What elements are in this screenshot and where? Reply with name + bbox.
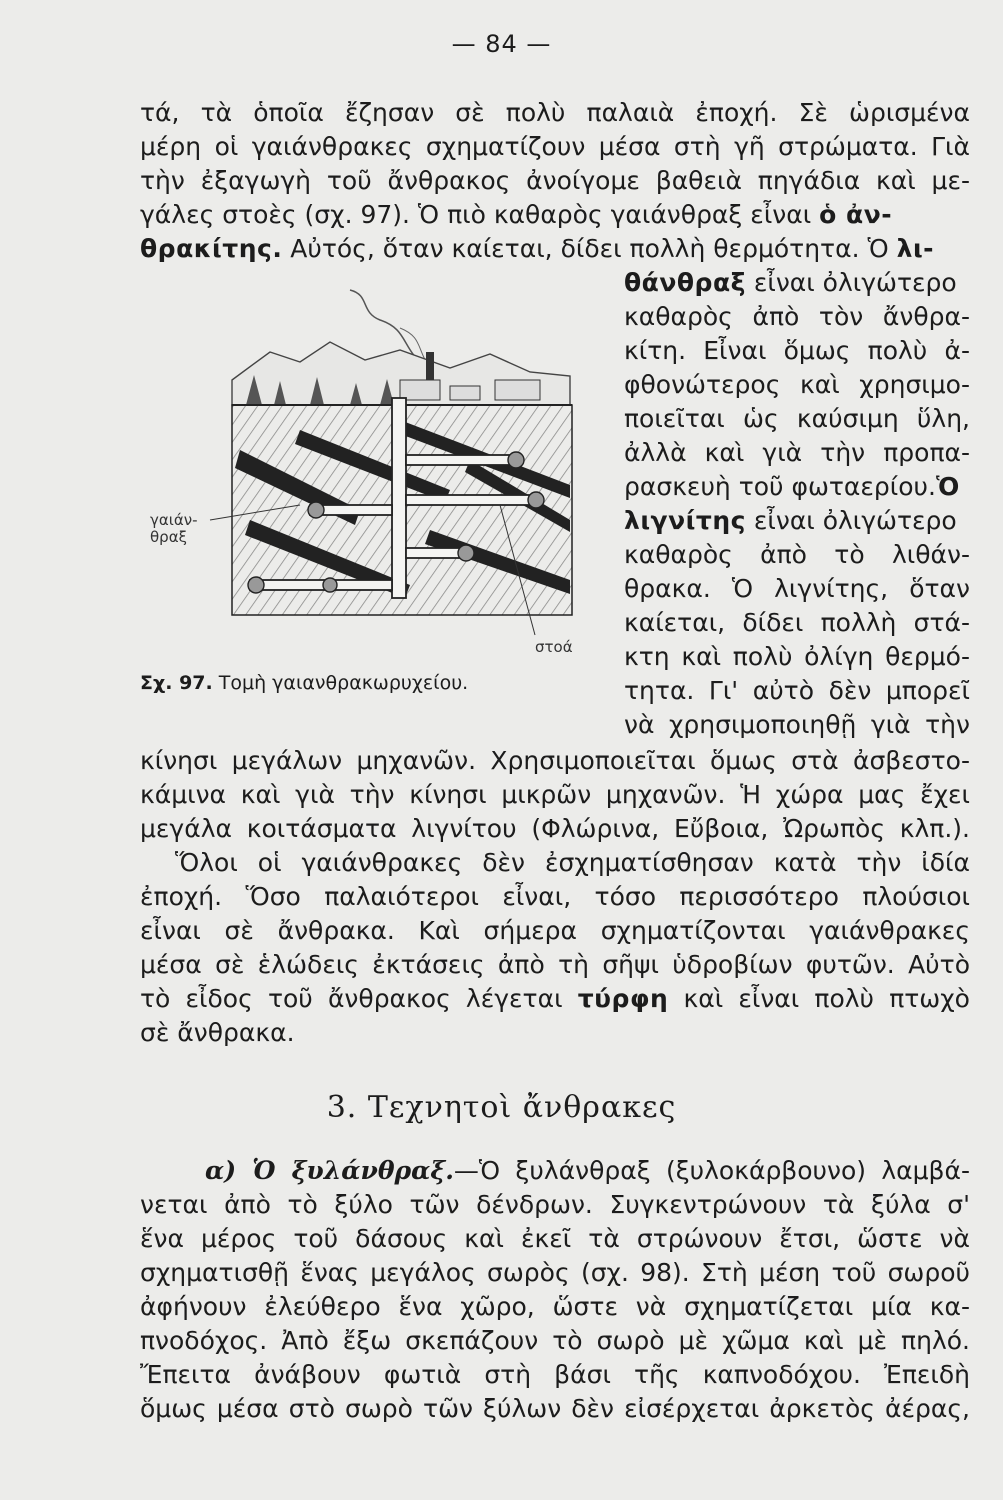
text-line: καθαρὸς ἀπὸ τὸν ἄνθρα- xyxy=(624,302,970,331)
text-line: θάνθραξ εἶναι ὀλιγώτερο xyxy=(624,268,957,297)
text-line: Ἔπειτα ἀνάβουν φωτιὰ στὴ βάσι τῆς καπνοδόχου. Ἐπειδὴ xyxy=(140,1360,970,1389)
text-line: φθονώτερος καὶ χρησιμο- xyxy=(624,370,970,399)
text-line: μέσα σὲ ἑλώδεις ἐκτάσεις ἀπὸ τὴ σῆψι ὑδροβίων φυτῶν. Αὐτὸ xyxy=(140,950,970,979)
text-line: θρακίτης. Αὐτός, ὅταν καίεται, δίδει πολλὴ θερμότητα. Ὁ λι- xyxy=(140,234,935,263)
text-line: σὲ ἄνθρακα. xyxy=(140,1018,295,1047)
text-line: εἶναι σὲ ἄνθρακα. Καὶ σήμερα σχηματίζονται γαιάνθρακες xyxy=(140,916,970,945)
text-line: ὅμως μέσα στὸ σωρὸ τῶν ξύλων δὲν εἰσέρχεται ἀρκετὸς ἀέρας, xyxy=(140,1394,970,1423)
text-line: α) Ὁ ξυλάνθραξ.—Ὁ ξυλάνθραξ (ξυλοκάρβουνο) λαμβά- xyxy=(205,1156,970,1185)
text-line: ἕνα μέρος τοῦ δάσους καὶ ἐκεῖ τὰ στρώνουν ἔτσι, ὥστε νὰ xyxy=(140,1224,970,1253)
label-coal: γαιάν- θραξ xyxy=(150,511,198,546)
text-line: τητα. Γι' αὐτὸ δὲν μπορεῖ xyxy=(624,676,970,705)
text-line: νὰ χρησιμοποιηθῇ γιὰ τὴν xyxy=(624,710,970,739)
text-line: κίνησι μεγάλων μηχανῶν. Χρησιμοποιεῖται ὅμως στὰ ἀσβεστο- xyxy=(140,746,970,775)
text-line: τὸ εἶδος τοῦ ἄνθρακος λέγεται τύρφη καὶ εἶναι πολὺ πτωχὸ xyxy=(140,984,970,1013)
mine-cross-section-figure xyxy=(150,280,620,710)
text-line: πνοδόχος. Ἀπὸ ἔξω σκεπάζουν τὸ σωρὸ μὲ χῶμα καὶ μὲ πηλό. xyxy=(140,1326,970,1355)
page-number: — 84 — xyxy=(451,30,552,58)
text-line: γάλες στοὲς (σχ. 97). Ὁ πιὸ καθαρὸς γαιάνθραξ εἶναι ὁ ἀν- xyxy=(140,200,893,229)
text-line: καίεται, δίδει πολλὴ στά- xyxy=(624,608,970,637)
text-line: μεγάλα κοιτάσματα λιγνίτου (Φλώρινα, Εὔβοια, Ὠρωπὸς κλπ.). xyxy=(140,814,970,843)
text-line: ἐποχή. Ὅσο παλαιότεροι εἶναι, τόσο περισσότερο πλούσιοι xyxy=(140,882,970,911)
text-line: ποιεῖται ὡς καύσιμη ὕλη, xyxy=(624,404,970,433)
text-line: μέρη οἱ γαιάνθρακες σχηματίζουν μέσα στὴ γῆ στρώματα. Γιὰ xyxy=(140,132,970,161)
caption-number: Σχ. 97. xyxy=(140,672,213,694)
figure-caption xyxy=(140,672,468,694)
text-line: νεται ἀπὸ τὸ ξύλο τῶν δένδρων. Συγκεντρώνουν τὰ ξύλα σ' xyxy=(140,1190,970,1219)
text-line: ἀφήνουν ἐλεύθερο ἕνα χῶρο, ὥστε νὰ σχηματίζεται μία κα- xyxy=(140,1292,970,1321)
text-line: τὴν ἐξαγωγὴ τοῦ ἄνθρακος ἀνοίγομε βαθειὰ πηγάδια καὶ με- xyxy=(140,166,970,195)
text-line: Ὅλοι οἱ γαιάνθρακες δὲν ἐσχηματίσθησαν κατὰ τὴν ἰδία xyxy=(175,848,970,877)
text-line: καθαρὸς ἀπὸ τὸ λιθάν- xyxy=(624,540,970,569)
text-line: τά, τὰ ὁποῖα ἔζησαν σὲ πολὺ παλαιὰ ἐποχή. Σὲ ὡρισμένα xyxy=(140,98,970,127)
label-gallery: στοά xyxy=(535,638,573,656)
text-line: θρακα. Ὁ λιγνίτης, ὅταν xyxy=(624,574,970,603)
text-line: κάμινα καὶ γιὰ τὴν κίνησι μικρῶν μηχανῶν. Ἡ χώρα μας ἔχει xyxy=(140,780,970,809)
section-heading: 3. Τεχνητοὶ ἄνθρακες xyxy=(326,1090,677,1125)
text-line: σχηματισθῇ ἕνας μεγάλος σωρὸς (σχ. 98). Στὴ μέση τοῦ σωροῦ xyxy=(140,1258,970,1287)
text-line: ρασκευὴ τοῦ φωταερίου.Ὁ xyxy=(624,472,960,501)
text-line: λιγνίτης εἶναι ὀλιγώτερο xyxy=(624,506,957,535)
text-line: κτη καὶ πολὺ ὀλίγη θερμό- xyxy=(624,642,970,671)
text-line: ἀλλὰ καὶ γιὰ τὴν προπα- xyxy=(624,438,970,467)
caption-text: Τομὴ γαιανθρακωρυχείου. xyxy=(218,672,469,694)
text-line: κίτη. Εἶναι ὅμως πολὺ ἀ- xyxy=(624,336,970,365)
